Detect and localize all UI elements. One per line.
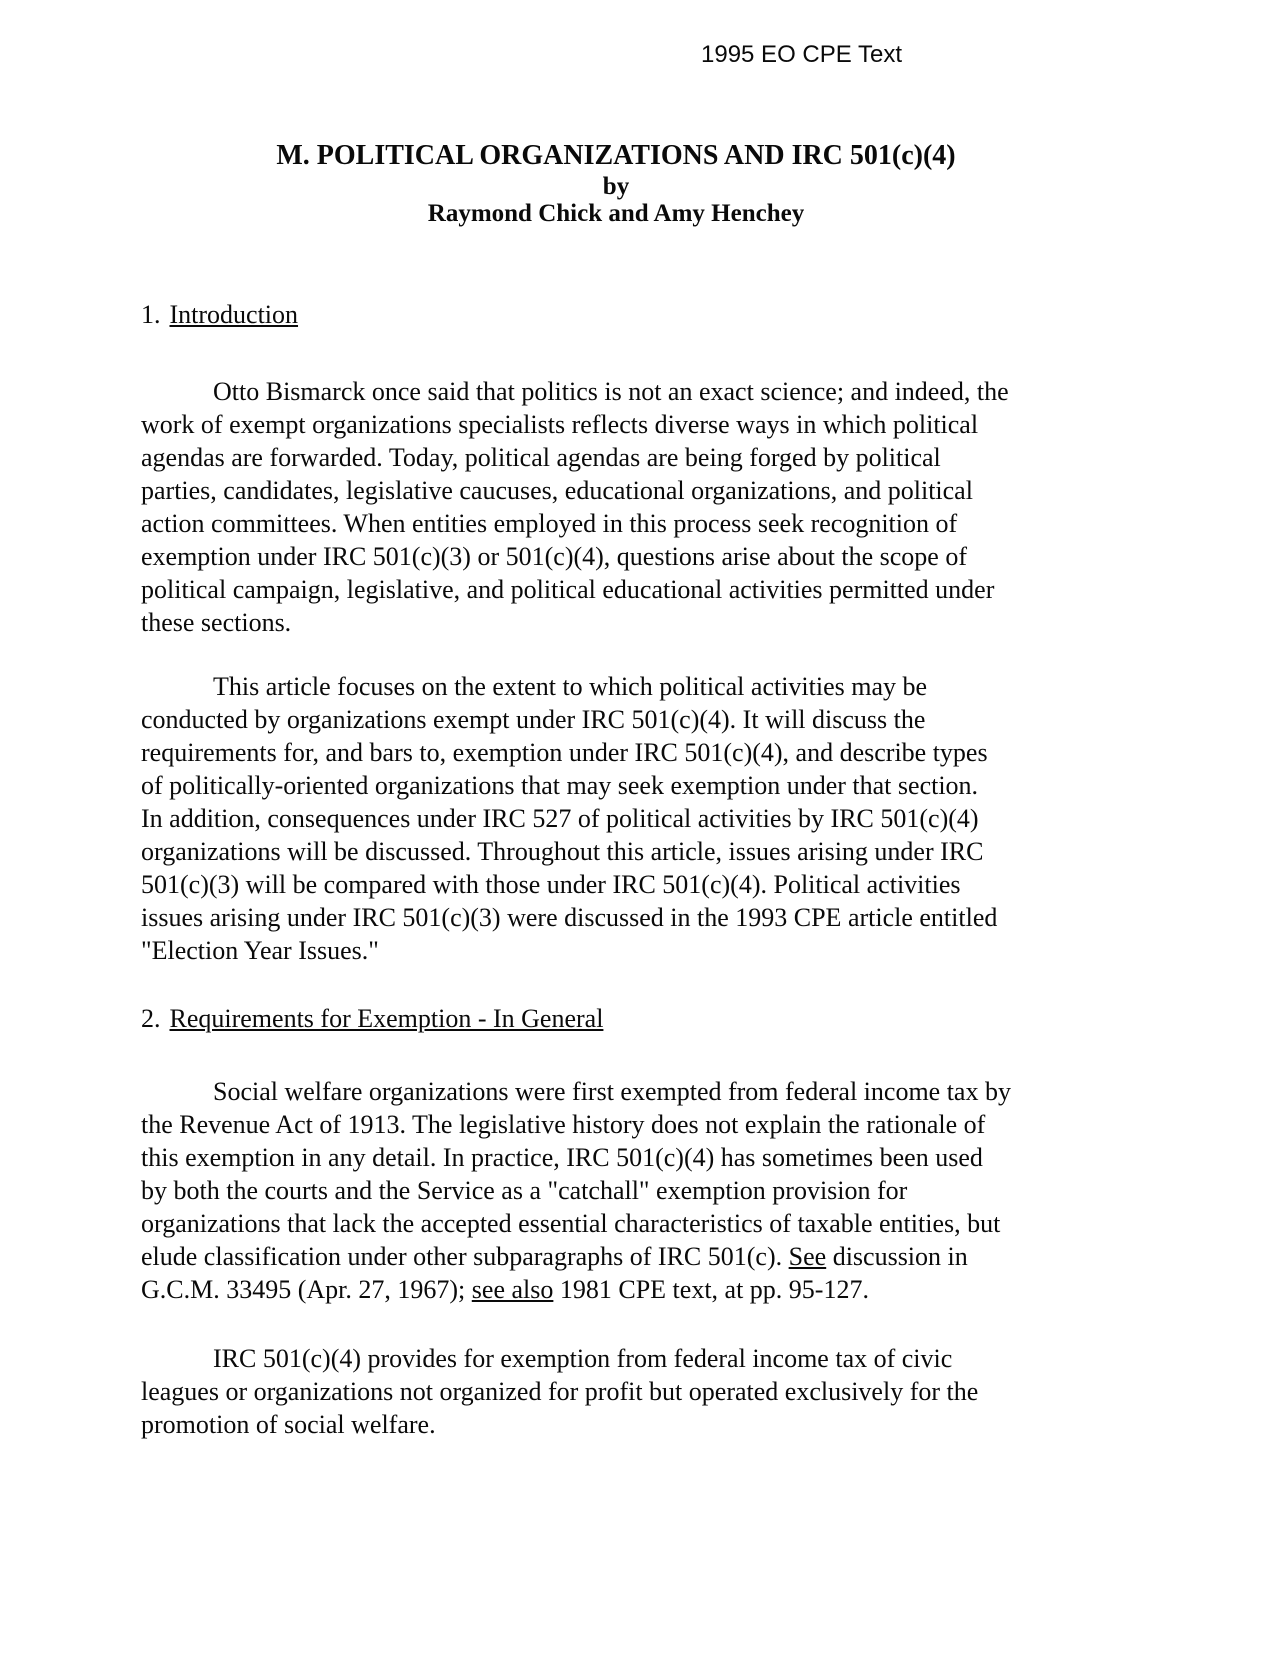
text-line: organizations that lack the accepted essential characteristics of taxable entities, but xyxy=(141,1209,1001,1238)
section-title: Requirements for Exemption - In General xyxy=(169,1004,604,1033)
text-line: G.C.M. 33495 (Apr. 27, 1967); see also 1981 CPE text, at pp. 95-127. xyxy=(141,1275,869,1304)
text-line: parties, candidates, legislative caucuses, educational organizations, and political xyxy=(141,476,973,505)
text-line: Otto Bismarck once said that politics is not an exact science; and indeed, the xyxy=(213,377,1009,406)
text-line: requirements for, and bars to, exemption under IRC 501(c)(4), and describe types xyxy=(141,738,988,767)
text-line: the Revenue Act of 1913. The legislative history does not explain the rationale of xyxy=(141,1110,986,1139)
paragraph-introduction-2 xyxy=(141,670,997,967)
text-line: these sections. xyxy=(141,608,292,637)
text-line: agendas are forwarded. Today, political agendas are being forged by political xyxy=(141,443,941,472)
paragraph-introduction-1 xyxy=(141,375,1009,639)
section-number: 2. xyxy=(141,1004,161,1033)
text-line: This article focuses on the extent to which political activities may be xyxy=(213,672,928,701)
section-heading-requirements xyxy=(141,1002,603,1035)
text-line: exemption under IRC 501(c)(3) or 501(c)(4), questions arise about the scope of xyxy=(141,542,967,571)
byline: by xyxy=(602,173,630,200)
text-line: In addition, consequences under IRC 527 of political activities by IRC 501(c)(4) xyxy=(141,804,979,833)
text-line: promotion of social welfare. xyxy=(141,1410,436,1439)
text-line: conducted by organizations exempt under IRC 501(c)(4). It will discuss the xyxy=(141,705,926,734)
text-line: action committees. When entities employed in this process seek recognition of xyxy=(141,509,958,538)
page-header: 1995 EO CPE Text xyxy=(701,41,902,68)
text-line: IRC 501(c)(4) provides for exemption from federal income tax of civic xyxy=(213,1344,953,1373)
text-line: organizations will be discussed. Throughout this article, issues arising under IRC xyxy=(141,837,984,866)
section-title: Introduction xyxy=(169,300,299,329)
text-line: work of exempt organizations specialists reflects diverse ways in which political xyxy=(141,410,979,439)
paragraph-requirements-1 xyxy=(141,1075,1011,1306)
authors-line: Raymond Chick and Amy Henchey xyxy=(427,200,805,227)
document-title: M. POLITICAL ORGANIZATIONS AND IRC 501(c)(4) xyxy=(276,140,956,171)
text-line: political campaign, legislative, and political educational activities permitted under xyxy=(141,575,995,604)
title-block xyxy=(141,138,1091,227)
text-line: elude classification under other subparagraphs of IRC 501(c). See discussion in xyxy=(141,1242,968,1271)
text-line: 501(c)(3) will be compared with those under IRC 501(c)(4). Political activities xyxy=(141,870,961,899)
text-line: by both the courts and the Service as a "catchall" exemption provision for xyxy=(141,1176,908,1205)
text-line: "Election Year Issues." xyxy=(141,936,379,965)
section-heading-introduction xyxy=(141,298,298,331)
text-line: issues arising under IRC 501(c)(3) were discussed in the 1993 CPE article entitled xyxy=(141,903,998,932)
text-line: leagues or organizations not organized for profit but operated exclusively for the xyxy=(141,1377,979,1406)
paragraph-requirements-2 xyxy=(141,1342,978,1441)
text-line: of politically-oriented organizations that may seek exemption under that section. xyxy=(141,771,979,800)
text-line: Social welfare organizations were first exempted from federal income tax by xyxy=(213,1077,1011,1106)
section-number: 1. xyxy=(141,300,161,329)
document-content xyxy=(141,0,1091,1656)
text-line: this exemption in any detail. In practice, IRC 501(c)(4) has sometimes been used xyxy=(141,1143,983,1172)
